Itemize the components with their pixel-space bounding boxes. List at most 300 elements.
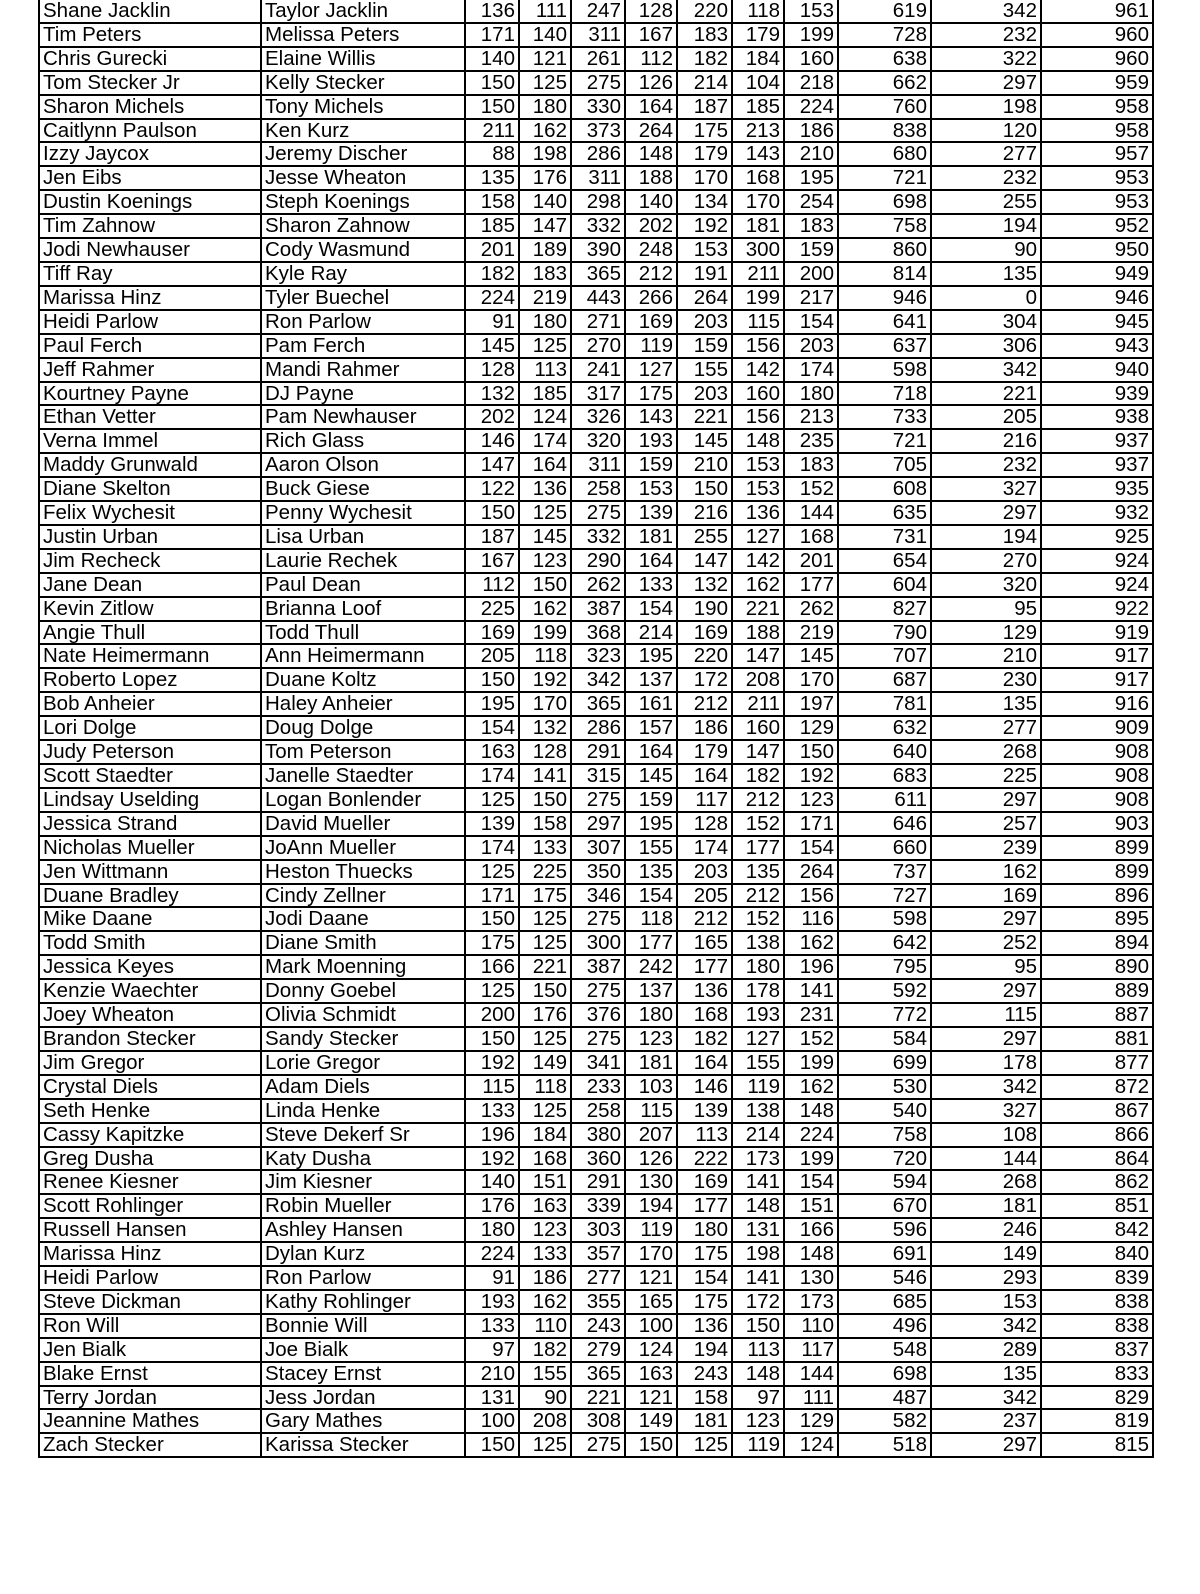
series-1-cell: 365	[571, 262, 625, 286]
game-4-cell: 255	[677, 525, 732, 549]
player-2-cell: Kyle Ray	[261, 262, 465, 286]
handicap-cell: 95	[931, 597, 1041, 621]
game-3-cell: 161	[625, 692, 677, 716]
scratch-total-cell: 720	[838, 1147, 931, 1171]
game-5-cell: 148	[732, 1194, 784, 1218]
game-3-cell: 188	[625, 166, 677, 190]
total-cell: 943	[1041, 334, 1153, 358]
game-4-cell: 172	[677, 668, 732, 692]
total-cell: 950	[1041, 238, 1153, 262]
player-1-cell: Bob Anheier	[39, 692, 261, 716]
game-6-cell: 262	[784, 597, 838, 621]
series-1-cell: 262	[571, 573, 625, 597]
game-4-cell: 125	[677, 1433, 732, 1457]
scratch-total-cell: 518	[838, 1433, 931, 1457]
game-6-cell: 166	[784, 1218, 838, 1242]
game-1-cell: 224	[465, 286, 519, 310]
game-2-cell: 186	[519, 1266, 571, 1290]
scratch-total-cell: 691	[838, 1242, 931, 1266]
game-2-cell: 145	[519, 525, 571, 549]
game-3-cell: 133	[625, 573, 677, 597]
game-3-cell: 103	[625, 1075, 677, 1099]
game-3-cell: 137	[625, 668, 677, 692]
game-4-cell: 145	[677, 429, 732, 453]
player-2-cell: JoAnn Mueller	[261, 836, 465, 860]
game-4-cell: 153	[677, 238, 732, 262]
scratch-total-cell: 641	[838, 310, 931, 334]
game-4-cell: 113	[677, 1123, 732, 1147]
scratch-total-cell: 687	[838, 668, 931, 692]
game-6-cell: 111	[784, 1386, 838, 1410]
game-1-cell: 169	[465, 621, 519, 645]
game-6-cell: 156	[784, 884, 838, 908]
total-cell: 839	[1041, 1266, 1153, 1290]
total-cell: 922	[1041, 597, 1153, 621]
handicap-cell: 342	[931, 1314, 1041, 1338]
game-4-cell: 192	[677, 214, 732, 238]
player-2-cell: Adam Diels	[261, 1075, 465, 1099]
series-1-cell: 261	[571, 47, 625, 71]
game-3-cell: 135	[625, 860, 677, 884]
scratch-total-cell: 781	[838, 692, 931, 716]
game-3-cell: 248	[625, 238, 677, 262]
player-1-cell: Terry Jordan	[39, 1386, 261, 1410]
game-3-cell: 112	[625, 47, 677, 71]
handicap-cell: 277	[931, 716, 1041, 740]
game-6-cell: 219	[784, 621, 838, 645]
player-1-cell: Lindsay Uselding	[39, 788, 261, 812]
player-1-cell: Tim Peters	[39, 23, 261, 47]
game-6-cell: 254	[784, 190, 838, 214]
game-5-cell: 142	[732, 358, 784, 382]
game-4-cell: 134	[677, 190, 732, 214]
series-1-cell: 311	[571, 166, 625, 190]
game-6-cell: 116	[784, 907, 838, 931]
player-2-cell: Karissa Stecker	[261, 1433, 465, 1457]
player-1-cell: Jim Recheck	[39, 549, 261, 573]
handicap-cell: 322	[931, 47, 1041, 71]
player-2-cell: Linda Henke	[261, 1099, 465, 1123]
game-3-cell: 195	[625, 812, 677, 836]
handicap-cell: 230	[931, 668, 1041, 692]
game-3-cell: 164	[625, 549, 677, 573]
series-1-cell: 365	[571, 1362, 625, 1386]
series-1-cell: 311	[571, 23, 625, 47]
player-2-cell: Heston Thuecks	[261, 860, 465, 884]
player-2-cell: Janelle Staedter	[261, 764, 465, 788]
series-1-cell: 342	[571, 668, 625, 692]
table-row	[39, 884, 1153, 908]
handicap-cell: 297	[931, 1433, 1041, 1457]
total-cell: 899	[1041, 860, 1153, 884]
game-4-cell: 187	[677, 95, 732, 119]
player-1-cell: Jeannine Mathes	[39, 1409, 261, 1433]
game-4-cell: 170	[677, 166, 732, 190]
player-1-cell: Nicholas Mueller	[39, 836, 261, 860]
player-1-cell: Verna Immel	[39, 429, 261, 453]
player-2-cell: Ron Parlow	[261, 310, 465, 334]
table-row	[39, 1409, 1153, 1433]
game-4-cell: 164	[677, 1051, 732, 1075]
table-row	[39, 1433, 1153, 1457]
table-row	[39, 0, 1153, 23]
series-1-cell: 297	[571, 812, 625, 836]
table-row	[39, 1099, 1153, 1123]
game-5-cell: 152	[732, 907, 784, 931]
game-3-cell: 148	[625, 142, 677, 166]
player-1-cell: Renee Kiesner	[39, 1170, 261, 1194]
game-6-cell: 210	[784, 142, 838, 166]
player-2-cell: Robin Mueller	[261, 1194, 465, 1218]
game-1-cell: 171	[465, 884, 519, 908]
player-2-cell: Ken Kurz	[261, 119, 465, 143]
player-2-cell: Taylor Jacklin	[261, 0, 465, 23]
game-4-cell: 136	[677, 1314, 732, 1338]
table-row	[39, 358, 1153, 382]
total-cell: 837	[1041, 1338, 1153, 1362]
table-row	[39, 573, 1153, 597]
table-row	[39, 262, 1153, 286]
scratch-total-cell: 946	[838, 286, 931, 310]
scratch-total-cell: 637	[838, 334, 931, 358]
game-1-cell: 171	[465, 23, 519, 47]
table-row	[39, 812, 1153, 836]
game-1-cell: 192	[465, 1147, 519, 1171]
series-1-cell: 387	[571, 955, 625, 979]
game-4-cell: 136	[677, 979, 732, 1003]
game-4-cell: 180	[677, 1218, 732, 1242]
game-5-cell: 155	[732, 1051, 784, 1075]
game-5-cell: 104	[732, 71, 784, 95]
player-2-cell: Cindy Zellner	[261, 884, 465, 908]
table-row	[39, 1218, 1153, 1242]
series-1-cell: 275	[571, 501, 625, 525]
player-2-cell: Pam Newhauser	[261, 405, 465, 429]
game-3-cell: 137	[625, 979, 677, 1003]
game-4-cell: 177	[677, 1194, 732, 1218]
player-1-cell: Marissa Hinz	[39, 1242, 261, 1266]
table-row	[39, 477, 1153, 501]
game-5-cell: 180	[732, 955, 784, 979]
series-1-cell: 271	[571, 310, 625, 334]
series-1-cell: 270	[571, 334, 625, 358]
total-cell: 838	[1041, 1314, 1153, 1338]
game-5-cell: 118	[732, 0, 784, 23]
game-6-cell: 154	[784, 310, 838, 334]
game-4-cell: 203	[677, 382, 732, 406]
handicap-cell: 153	[931, 1290, 1041, 1314]
player-2-cell: Katy Dusha	[261, 1147, 465, 1171]
game-6-cell: 144	[784, 501, 838, 525]
game-1-cell: 136	[465, 0, 519, 23]
scratch-total-cell: 548	[838, 1338, 931, 1362]
game-5-cell: 148	[732, 429, 784, 453]
handicap-cell: 120	[931, 119, 1041, 143]
scratch-total-cell: 838	[838, 119, 931, 143]
series-1-cell: 307	[571, 836, 625, 860]
game-3-cell: 264	[625, 119, 677, 143]
game-3-cell: 170	[625, 1242, 677, 1266]
total-cell: 932	[1041, 501, 1153, 525]
handicap-cell: 246	[931, 1218, 1041, 1242]
table-row	[39, 1027, 1153, 1051]
player-2-cell: Ann Heimermann	[261, 644, 465, 668]
game-2-cell: 180	[519, 95, 571, 119]
game-2-cell: 168	[519, 1147, 571, 1171]
game-3-cell: 130	[625, 1170, 677, 1194]
player-2-cell: Mandi Rahmer	[261, 358, 465, 382]
handicap-cell: 169	[931, 884, 1041, 908]
game-1-cell: 131	[465, 1386, 519, 1410]
handicap-cell: 293	[931, 1266, 1041, 1290]
handicap-cell: 178	[931, 1051, 1041, 1075]
series-1-cell: 277	[571, 1266, 625, 1290]
handicap-cell: 216	[931, 429, 1041, 453]
game-4-cell: 212	[677, 692, 732, 716]
table-body	[39, 0, 1153, 1457]
total-cell: 925	[1041, 525, 1153, 549]
game-3-cell: 143	[625, 405, 677, 429]
game-2-cell: 163	[519, 1194, 571, 1218]
table-row	[39, 549, 1153, 573]
game-5-cell: 143	[732, 142, 784, 166]
game-4-cell: 175	[677, 119, 732, 143]
scratch-total-cell: 632	[838, 716, 931, 740]
game-2-cell: 162	[519, 119, 571, 143]
game-5-cell: 211	[732, 262, 784, 286]
series-1-cell: 341	[571, 1051, 625, 1075]
game-4-cell: 159	[677, 334, 732, 358]
game-1-cell: 150	[465, 501, 519, 525]
game-2-cell: 164	[519, 453, 571, 477]
player-1-cell: Izzy Jaycox	[39, 142, 261, 166]
game-1-cell: 135	[465, 166, 519, 190]
handicap-cell: 297	[931, 71, 1041, 95]
player-2-cell: Aaron Olson	[261, 453, 465, 477]
game-4-cell: 169	[677, 1170, 732, 1194]
scratch-total-cell: 662	[838, 71, 931, 95]
game-2-cell: 147	[519, 214, 571, 238]
total-cell: 916	[1041, 692, 1153, 716]
scores-table	[38, 0, 1154, 1458]
player-2-cell: Jodi Daane	[261, 907, 465, 931]
player-1-cell: Ron Will	[39, 1314, 261, 1338]
total-cell: 903	[1041, 812, 1153, 836]
game-6-cell: 152	[784, 1027, 838, 1051]
scratch-total-cell: 608	[838, 477, 931, 501]
player-1-cell: Diane Skelton	[39, 477, 261, 501]
game-3-cell: 118	[625, 907, 677, 931]
game-6-cell: 197	[784, 692, 838, 716]
handicap-cell: 194	[931, 525, 1041, 549]
game-1-cell: 128	[465, 358, 519, 382]
game-6-cell: 151	[784, 1194, 838, 1218]
total-cell: 890	[1041, 955, 1153, 979]
table-row	[39, 23, 1153, 47]
scratch-total-cell: 487	[838, 1386, 931, 1410]
handicap-cell: 327	[931, 477, 1041, 501]
game-2-cell: 125	[519, 1099, 571, 1123]
game-1-cell: 210	[465, 1362, 519, 1386]
player-2-cell: Dylan Kurz	[261, 1242, 465, 1266]
scratch-total-cell: 718	[838, 382, 931, 406]
handicap-cell: 270	[931, 549, 1041, 573]
scratch-total-cell: 685	[838, 1290, 931, 1314]
total-cell: 953	[1041, 190, 1153, 214]
series-1-cell: 291	[571, 1170, 625, 1194]
game-4-cell: 222	[677, 1147, 732, 1171]
scratch-total-cell: 594	[838, 1170, 931, 1194]
game-2-cell: 125	[519, 1027, 571, 1051]
game-2-cell: 110	[519, 1314, 571, 1338]
scratch-total-cell: 642	[838, 931, 931, 955]
scratch-total-cell: 772	[838, 1003, 931, 1027]
game-3-cell: 212	[625, 262, 677, 286]
player-2-cell: Steph Koenings	[261, 190, 465, 214]
scratch-total-cell: 698	[838, 1362, 931, 1386]
total-cell: 815	[1041, 1433, 1153, 1457]
total-cell: 908	[1041, 788, 1153, 812]
game-5-cell: 152	[732, 812, 784, 836]
game-5-cell: 148	[732, 1362, 784, 1386]
player-2-cell: Rich Glass	[261, 429, 465, 453]
scratch-total-cell: 660	[838, 836, 931, 860]
scratch-total-cell: 604	[838, 573, 931, 597]
table-row	[39, 621, 1153, 645]
game-1-cell: 202	[465, 405, 519, 429]
series-1-cell: 350	[571, 860, 625, 884]
player-2-cell: Buck Giese	[261, 477, 465, 501]
game-2-cell: 113	[519, 358, 571, 382]
game-6-cell: 148	[784, 1242, 838, 1266]
game-2-cell: 118	[519, 1075, 571, 1099]
game-1-cell: 158	[465, 190, 519, 214]
player-2-cell: Steve Dekerf Sr	[261, 1123, 465, 1147]
player-2-cell: David Mueller	[261, 812, 465, 836]
player-2-cell: Ashley Hansen	[261, 1218, 465, 1242]
player-2-cell: Jeremy Discher	[261, 142, 465, 166]
game-1-cell: 150	[465, 668, 519, 692]
table-row	[39, 1051, 1153, 1075]
series-1-cell: 290	[571, 549, 625, 573]
game-2-cell: 149	[519, 1051, 571, 1075]
handicap-cell: 306	[931, 334, 1041, 358]
series-1-cell: 233	[571, 1075, 625, 1099]
game-5-cell: 185	[732, 95, 784, 119]
player-2-cell: Donny Goebel	[261, 979, 465, 1003]
game-6-cell: 200	[784, 262, 838, 286]
handicap-cell: 221	[931, 382, 1041, 406]
series-1-cell: 357	[571, 1242, 625, 1266]
game-6-cell: 123	[784, 788, 838, 812]
series-1-cell: 355	[571, 1290, 625, 1314]
game-5-cell: 150	[732, 1314, 784, 1338]
game-5-cell: 136	[732, 501, 784, 525]
player-2-cell: Melissa Peters	[261, 23, 465, 47]
scratch-total-cell: 707	[838, 644, 931, 668]
player-1-cell: Nate Heimermann	[39, 644, 261, 668]
scratch-total-cell: 758	[838, 214, 931, 238]
table-row	[39, 1362, 1153, 1386]
handicap-cell: 225	[931, 764, 1041, 788]
game-4-cell: 168	[677, 1003, 732, 1027]
series-1-cell: 387	[571, 597, 625, 621]
game-4-cell: 203	[677, 860, 732, 884]
game-6-cell: 130	[784, 1266, 838, 1290]
game-2-cell: 189	[519, 238, 571, 262]
game-4-cell: 212	[677, 907, 732, 931]
game-1-cell: 176	[465, 1194, 519, 1218]
game-1-cell: 100	[465, 1409, 519, 1433]
scratch-total-cell: 827	[838, 597, 931, 621]
game-4-cell: 128	[677, 812, 732, 836]
table-row	[39, 95, 1153, 119]
table-row	[39, 453, 1153, 477]
table-row	[39, 1266, 1153, 1290]
game-4-cell: 220	[677, 644, 732, 668]
game-5-cell: 221	[732, 597, 784, 621]
game-4-cell: 165	[677, 931, 732, 955]
game-3-cell: 140	[625, 190, 677, 214]
game-3-cell: 124	[625, 1338, 677, 1362]
game-2-cell: 125	[519, 1433, 571, 1457]
total-cell: 862	[1041, 1170, 1153, 1194]
series-1-cell: 275	[571, 1433, 625, 1457]
player-1-cell: Tom Stecker Jr	[39, 71, 261, 95]
player-1-cell: Jen Bialk	[39, 1338, 261, 1362]
game-2-cell: 185	[519, 382, 571, 406]
scratch-total-cell: 683	[838, 764, 931, 788]
handicap-cell: 144	[931, 1147, 1041, 1171]
game-1-cell: 140	[465, 47, 519, 71]
series-1-cell: 221	[571, 1386, 625, 1410]
player-2-cell: Stacey Ernst	[261, 1362, 465, 1386]
total-cell: 949	[1041, 262, 1153, 286]
game-6-cell: 192	[784, 764, 838, 788]
player-1-cell: Russell Hansen	[39, 1218, 261, 1242]
game-2-cell: 184	[519, 1123, 571, 1147]
table-row	[39, 644, 1153, 668]
player-1-cell: Zach Stecker	[39, 1433, 261, 1457]
game-5-cell: 213	[732, 119, 784, 143]
game-4-cell: 243	[677, 1362, 732, 1386]
game-4-cell: 117	[677, 788, 732, 812]
game-6-cell: 154	[784, 836, 838, 860]
game-5-cell: 141	[732, 1266, 784, 1290]
player-2-cell: Ron Parlow	[261, 1266, 465, 1290]
game-1-cell: 122	[465, 477, 519, 501]
total-cell: 945	[1041, 310, 1153, 334]
game-4-cell: 216	[677, 501, 732, 525]
game-2-cell: 133	[519, 1242, 571, 1266]
game-1-cell: 88	[465, 142, 519, 166]
handicap-cell: 198	[931, 95, 1041, 119]
game-5-cell: 115	[732, 310, 784, 334]
scratch-total-cell: 546	[838, 1266, 931, 1290]
game-2-cell: 123	[519, 1218, 571, 1242]
total-cell: 833	[1041, 1362, 1153, 1386]
game-2-cell: 140	[519, 23, 571, 47]
table-row	[39, 1338, 1153, 1362]
game-3-cell: 167	[625, 23, 677, 47]
player-2-cell: Lisa Urban	[261, 525, 465, 549]
game-5-cell: 170	[732, 190, 784, 214]
series-1-cell: 275	[571, 1027, 625, 1051]
player-1-cell: Judy Peterson	[39, 740, 261, 764]
total-cell: 939	[1041, 382, 1153, 406]
game-4-cell: 194	[677, 1338, 732, 1362]
game-6-cell: 129	[784, 1409, 838, 1433]
